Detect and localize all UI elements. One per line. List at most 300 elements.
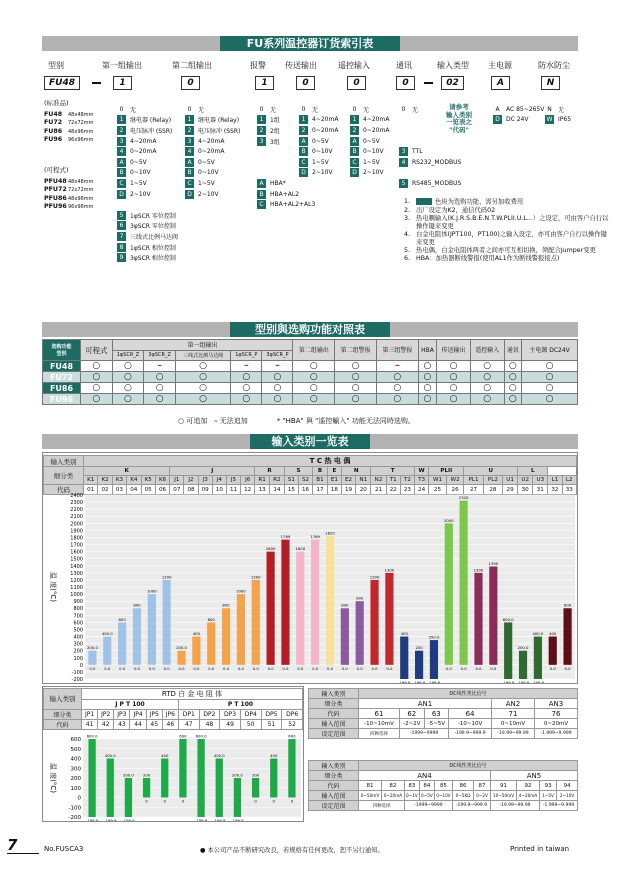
model-size: 48x96mm bbox=[68, 195, 94, 202]
bar-high-label: 200.0 bbox=[176, 645, 187, 651]
note-item bbox=[404, 231, 609, 247]
bar-high-label: 600.0 bbox=[86, 735, 98, 739]
model-entry bbox=[44, 203, 93, 212]
h-remote: 遥控输入 bbox=[338, 61, 370, 70]
option-row bbox=[185, 168, 240, 179]
option-text: HBA+AL2 bbox=[270, 190, 300, 198]
bar-DP3 bbox=[234, 778, 241, 817]
sel-cell: ○ bbox=[231, 372, 262, 383]
sel-cell: ○ bbox=[144, 372, 176, 383]
tc-group: S bbox=[284, 467, 312, 476]
dc-range: 0~5V bbox=[419, 791, 434, 801]
sel-cell: ○ bbox=[376, 372, 418, 383]
dc-code: 91 bbox=[490, 781, 516, 791]
option-text: 4~20mA bbox=[312, 116, 339, 124]
bar-low-label: -199.9 bbox=[516, 679, 530, 683]
bar-high-label: 2320 bbox=[458, 495, 469, 501]
dc-code: 86 bbox=[453, 781, 474, 791]
dc-range: 10~50mV bbox=[490, 791, 516, 801]
tc-sub: K1 bbox=[84, 476, 98, 485]
swatch-icon bbox=[416, 198, 432, 205]
option-code: 2 bbox=[185, 126, 194, 135]
bar-high-label: 350.0 bbox=[428, 634, 440, 640]
h-comm: 通讯 bbox=[396, 61, 412, 70]
sel-corner bbox=[43, 340, 81, 361]
option-code: 2 bbox=[350, 126, 359, 135]
sel-sub: 1φSCR_P bbox=[231, 350, 262, 361]
note-number: 1. bbox=[404, 198, 411, 205]
bar-R2 bbox=[281, 540, 289, 665]
box-comm: 0 bbox=[396, 76, 415, 90]
bar-J3 bbox=[207, 622, 215, 664]
sel-cell: ○ bbox=[81, 361, 113, 372]
bar-JP3 bbox=[125, 778, 132, 817]
bar-high-label: 1769 bbox=[310, 534, 320, 540]
bar-high-label: 400 bbox=[270, 753, 278, 758]
sel-model: FU72 bbox=[43, 372, 81, 383]
y-tick-label: 1100 bbox=[70, 585, 83, 591]
dc-group: AN4 bbox=[359, 771, 491, 781]
y-tick-label: 1600 bbox=[70, 549, 83, 556]
dc-code: 85 bbox=[434, 781, 452, 791]
dc-lbl-range: 输入范围 bbox=[309, 719, 359, 729]
option-row bbox=[117, 231, 178, 242]
note-text bbox=[416, 255, 559, 263]
dc-lbl-code: 代码 bbox=[309, 781, 359, 791]
out1-options bbox=[117, 104, 178, 263]
sel-cell: ○ bbox=[470, 361, 504, 372]
dc-title-row bbox=[309, 689, 578, 699]
bar-low-label: 0.0 bbox=[282, 665, 289, 671]
sel-cell: ○ bbox=[231, 394, 262, 405]
tc-code: 16 bbox=[298, 485, 312, 495]
sel-cell: ○ bbox=[112, 394, 144, 405]
bar-low-label: 0.0 bbox=[148, 665, 155, 671]
sel-cell: ○ bbox=[81, 394, 113, 405]
selection-banner bbox=[42, 322, 578, 337]
model-size: 48x48mm bbox=[68, 178, 94, 185]
tc-sub: U1 bbox=[503, 476, 518, 485]
option-row bbox=[350, 146, 389, 157]
sel-cell: – bbox=[231, 361, 262, 372]
tc-code: 11 bbox=[226, 485, 240, 495]
model-name: PFU48 bbox=[44, 177, 67, 185]
dc-range: -2~2V bbox=[400, 719, 425, 729]
model-entry bbox=[44, 111, 93, 120]
sel-cell: ○ bbox=[522, 372, 578, 383]
dc-set: -199.9~999.9 bbox=[449, 729, 492, 739]
option-row bbox=[299, 115, 338, 126]
bar-high-label: 400 bbox=[400, 631, 408, 637]
y-tick-label: 600 bbox=[73, 620, 83, 627]
bar-high-label: 1200 bbox=[161, 574, 172, 580]
bar-low-label: 0 bbox=[181, 798, 185, 804]
model-size: 72x72mm bbox=[68, 120, 94, 127]
rtd-sub: JP5 bbox=[146, 709, 162, 719]
sel-sub: 三线式比例马达阀 bbox=[176, 350, 231, 361]
sel-h-out1: 第一组输出 bbox=[112, 340, 293, 351]
dc-code-row bbox=[309, 709, 578, 719]
tc-group: W bbox=[415, 467, 429, 476]
model-entry bbox=[44, 195, 93, 204]
input-note-4: "代码" bbox=[449, 125, 469, 134]
dc-code-row bbox=[309, 781, 578, 791]
tc-group: U bbox=[464, 467, 518, 476]
dc-code: 87 bbox=[474, 781, 491, 791]
option-code: B bbox=[185, 168, 194, 177]
option-text: 无 bbox=[558, 106, 565, 114]
bar-DP4 bbox=[252, 778, 259, 798]
y-tick-label: 1000 bbox=[70, 592, 83, 599]
sel-cell: ○ bbox=[437, 394, 471, 405]
tc-code: 10 bbox=[212, 485, 226, 495]
bar-low-label: 0.0 bbox=[208, 665, 215, 671]
tc-sub: W1 bbox=[429, 476, 447, 485]
input-banner bbox=[42, 434, 578, 449]
sel-row bbox=[43, 394, 578, 405]
dc-set: -1999~9999 bbox=[404, 801, 452, 811]
tc-code: 27 bbox=[464, 485, 483, 495]
option-text: 0~20mA bbox=[312, 126, 339, 134]
option-row bbox=[299, 146, 338, 157]
input-note-2: 输入类别 bbox=[446, 110, 472, 119]
page-number: 7 bbox=[7, 836, 39, 854]
bar-high-label: 800 bbox=[341, 602, 349, 608]
sel-cell: – bbox=[376, 361, 418, 372]
sel-cell: ○ bbox=[418, 394, 436, 405]
tc-code: 22 bbox=[386, 485, 400, 495]
note-item bbox=[404, 215, 609, 231]
option-code: C bbox=[299, 158, 308, 167]
h-out2: 第二组输出 bbox=[172, 61, 212, 70]
note-body: 热电偶，白金电阻体两者之间亦可互相切换，须配合Jumper变更 bbox=[416, 246, 596, 254]
y-tick-label: 500 bbox=[73, 627, 83, 634]
box-out1: 1 bbox=[113, 76, 132, 90]
sel-h-prog: 可程式 bbox=[81, 340, 113, 361]
bar-high-label: 1600 bbox=[265, 546, 276, 552]
option-code: 4 bbox=[399, 158, 408, 167]
note-body: 白金电阻体(JPT100，PT100)之输入设定，亦可由客户自行以操作键来变更 bbox=[416, 230, 607, 246]
tc-code: 01 bbox=[84, 485, 98, 495]
bar-low-label: 0.0 bbox=[119, 665, 126, 671]
option-text: 0~20mA bbox=[363, 126, 390, 134]
option-code: C bbox=[350, 158, 359, 167]
y-tick-label: -100 bbox=[71, 669, 83, 676]
option-row bbox=[117, 178, 178, 189]
dc-range: 0~50mV bbox=[359, 791, 382, 801]
order-banner bbox=[42, 36, 578, 51]
option-code: 1 bbox=[185, 115, 194, 124]
tc-sub: R1 bbox=[255, 476, 270, 485]
tc-sub: L1 bbox=[548, 476, 562, 485]
option-code: 4 bbox=[185, 147, 194, 156]
option-text: 1~5V bbox=[312, 158, 329, 166]
bar-low-label: -199.9 bbox=[231, 817, 244, 821]
note-item bbox=[404, 207, 609, 215]
rtd-sub: DP3 bbox=[220, 709, 241, 719]
sel-cell: ○ bbox=[522, 394, 578, 405]
note-body: 色块为选购功能，需另加收费用 bbox=[435, 198, 524, 206]
tc-sub: T2 bbox=[400, 476, 414, 485]
option-row bbox=[117, 242, 178, 253]
sel-model: FU96 bbox=[43, 394, 81, 405]
model-size: 96x96mm bbox=[68, 204, 94, 211]
tc-code: 28 bbox=[483, 485, 502, 495]
bar-JP6 bbox=[179, 739, 186, 798]
bar-U1 bbox=[504, 622, 512, 679]
bar-T3 bbox=[430, 640, 438, 679]
rtd-g2: P T 100 bbox=[178, 700, 302, 710]
rtd-lbl-code: 代码 bbox=[44, 719, 82, 729]
rtd-code: 48 bbox=[199, 719, 220, 729]
tc-sub: K3 bbox=[112, 476, 126, 485]
option-code: A bbox=[185, 158, 194, 167]
option-row bbox=[257, 178, 315, 189]
bar-high-label: 1000 bbox=[236, 588, 246, 594]
option-row bbox=[545, 115, 571, 126]
dc-group: AN3 bbox=[535, 699, 578, 709]
tc-group: PLII bbox=[429, 467, 464, 476]
sel-h-h5: HBA bbox=[418, 340, 436, 361]
rtd-code: 46 bbox=[162, 719, 178, 729]
dash bbox=[424, 82, 433, 84]
tc-code: 14 bbox=[270, 485, 285, 495]
sel-h-h8: 通讯 bbox=[504, 340, 522, 361]
dc-lbl-range: 输入范围 bbox=[309, 791, 359, 801]
y-tick-label: 2000 bbox=[70, 521, 83, 528]
box-remote: 0 bbox=[347, 76, 366, 90]
bar-DP6 bbox=[288, 739, 295, 798]
bar-J1 bbox=[177, 651, 185, 665]
dc-range: 0~10mV bbox=[492, 719, 535, 729]
box-out2: 0 bbox=[181, 76, 200, 90]
bar-JP1 bbox=[88, 739, 95, 817]
note-body: 热电耦输入(K.J.R.S.B.E.N.T.W.PLII.U.L...）之设定，可由客户自行以操作键来变更 bbox=[416, 214, 609, 230]
note-text bbox=[416, 231, 609, 247]
bar-DP5 bbox=[270, 759, 277, 798]
option-row bbox=[185, 178, 240, 189]
option-code: 0 bbox=[185, 105, 194, 114]
dc-code: 93 bbox=[540, 781, 557, 791]
y-tick-label: 800 bbox=[73, 606, 83, 613]
option-text: 无 bbox=[363, 106, 370, 114]
tc-group: N bbox=[341, 467, 370, 476]
model-entry bbox=[44, 186, 93, 195]
sel-cell: ○ bbox=[437, 383, 471, 394]
option-code: 3 bbox=[117, 137, 126, 146]
model-box: FU48 bbox=[44, 76, 80, 90]
option-code: 1 bbox=[299, 115, 308, 124]
dc1-table bbox=[308, 688, 578, 739]
bar-high-label: 400.0 bbox=[104, 753, 116, 758]
tc-sub: J2 bbox=[184, 476, 198, 485]
option-text: 1~5V bbox=[363, 158, 380, 166]
model-size: 48x96mm bbox=[68, 128, 94, 135]
rtd-lbl-sub: 细分类 bbox=[44, 709, 82, 719]
sel-cell: ○ bbox=[176, 361, 231, 372]
dc-range: 0~20mA bbox=[381, 791, 404, 801]
rtd-sub: DP5 bbox=[261, 709, 282, 719]
tc-cat-row bbox=[44, 456, 577, 467]
rtd-g1: J P T 100 bbox=[82, 700, 179, 710]
rtd-code: 44 bbox=[130, 719, 146, 729]
bar-low-label: 0.0 bbox=[312, 665, 319, 671]
option-text: IP65 bbox=[558, 116, 572, 124]
tc-code: 24 bbox=[415, 485, 429, 495]
bar-high-label: 2000 bbox=[443, 517, 454, 523]
std-models bbox=[44, 100, 93, 212]
option-code: A bbox=[350, 137, 359, 146]
dc-code: 82 bbox=[381, 781, 404, 791]
bar-high-label: 600 bbox=[288, 735, 296, 739]
option-row bbox=[117, 189, 178, 200]
bar-high-label: 600 bbox=[179, 735, 187, 739]
tc-code: 17 bbox=[313, 485, 328, 495]
dc2-table bbox=[308, 760, 578, 811]
bar-JP4 bbox=[143, 778, 150, 798]
bar-low-label: -199.9 bbox=[194, 817, 208, 821]
sel-cell: ○ bbox=[144, 383, 176, 394]
power-options bbox=[493, 104, 544, 125]
option-text: 无 bbox=[412, 106, 419, 114]
option-code: 5 bbox=[117, 211, 126, 220]
option-row bbox=[350, 157, 389, 168]
option-code: A bbox=[299, 137, 308, 146]
option-text: 3φSCR 相位控制 bbox=[130, 255, 176, 263]
bar-U3 bbox=[534, 637, 542, 679]
option-row bbox=[545, 104, 571, 115]
bar-low-label: -199.9 bbox=[122, 817, 135, 821]
box-power: A bbox=[491, 76, 510, 90]
rtd-code: 42 bbox=[98, 719, 114, 729]
tc-code: 09 bbox=[198, 485, 212, 495]
sel-header-row bbox=[43, 340, 578, 351]
bar-low-label: 0 bbox=[272, 798, 275, 804]
bar-low-label: -199.9 bbox=[104, 817, 117, 821]
bar-low-label: 0.0 bbox=[445, 665, 452, 671]
y-tick-label: 500 bbox=[70, 746, 81, 753]
bar-low-label: 0.0 bbox=[356, 665, 363, 671]
y-tick-label: -100 bbox=[68, 805, 81, 812]
bar-high-label: 1000 bbox=[146, 588, 157, 594]
option-text: 2~10V bbox=[130, 190, 151, 198]
tc-sub: K5 bbox=[141, 476, 155, 485]
rtd-lbl-cat: 输入类别 bbox=[44, 689, 82, 710]
option-row bbox=[399, 146, 461, 157]
tc-lbl-code: 代码 bbox=[44, 485, 84, 495]
tc-group: T bbox=[371, 467, 415, 476]
bar-L1 bbox=[549, 637, 557, 665]
sel-cell: ○ bbox=[293, 394, 335, 405]
tc-code: 05 bbox=[141, 485, 155, 495]
sel-cell: ○ bbox=[522, 383, 578, 394]
note-item bbox=[404, 255, 609, 263]
option-code: 2 bbox=[257, 126, 266, 135]
bar-high-label: 200.0 bbox=[517, 645, 529, 651]
tc-group: R bbox=[255, 467, 285, 476]
bar-low-label: 0.0 bbox=[163, 665, 170, 671]
sel-cell: ○ bbox=[176, 383, 231, 394]
y-tick-label: 300 bbox=[70, 766, 81, 773]
tc-group-row bbox=[44, 467, 577, 476]
option-text: 0~5V bbox=[363, 137, 380, 145]
input-note-1: 请参考 bbox=[449, 103, 469, 111]
option-row bbox=[117, 136, 178, 147]
option-row bbox=[299, 157, 338, 168]
dc-range: -10~10mV bbox=[359, 719, 400, 729]
dc-code: 76 bbox=[535, 709, 578, 719]
corner-top: 选购功能 bbox=[51, 344, 72, 350]
bar-high-label: 1300 bbox=[473, 567, 484, 573]
tc-sub: J1 bbox=[170, 476, 184, 485]
tc-code: 21 bbox=[371, 485, 386, 495]
bar-J5 bbox=[237, 594, 245, 665]
option-code: D bbox=[350, 168, 359, 177]
option-row bbox=[117, 115, 178, 126]
tc-code: 13 bbox=[255, 485, 270, 495]
dc-code: 81 bbox=[359, 781, 382, 791]
tc-code: 02 bbox=[98, 485, 112, 495]
bar-high-label: 400 bbox=[192, 631, 200, 637]
sel-row bbox=[43, 361, 578, 372]
note-body: 出厂设定为K2，通信代码02 bbox=[416, 206, 496, 214]
model-size: 48x48mm bbox=[68, 111, 94, 118]
option-code: B bbox=[117, 168, 126, 177]
sel-cell: ○ bbox=[376, 394, 418, 405]
sel-legend bbox=[178, 416, 415, 426]
option-text: 继电器 (Relay) bbox=[130, 117, 172, 125]
dc-set: 四种选择 bbox=[359, 801, 405, 811]
rtd-sub: JP1 bbox=[82, 709, 98, 719]
bar-low-label: 0.0 bbox=[104, 665, 111, 671]
model-name: PFU86 bbox=[44, 194, 67, 202]
tc-group: B bbox=[313, 467, 328, 476]
dc-code: 83 bbox=[404, 781, 419, 791]
note-text bbox=[416, 215, 609, 231]
option-code: 0 bbox=[117, 105, 126, 114]
dc-range: 0~20mV bbox=[535, 719, 578, 729]
sel-cell: ○ bbox=[504, 372, 522, 383]
rtd-sub: DP4 bbox=[240, 709, 261, 719]
y-tick-label: 0 bbox=[79, 662, 83, 669]
option-row bbox=[117, 125, 178, 136]
dc-range: 0~2V bbox=[474, 791, 491, 801]
option-text: 1~5V bbox=[130, 179, 147, 187]
sel-cell: ○ bbox=[335, 394, 377, 405]
tc-sub: L2 bbox=[562, 476, 576, 485]
bar-JP2 bbox=[107, 759, 114, 817]
h-water: 防水防尘 bbox=[538, 61, 570, 70]
option-text: 继电器 (Relay) bbox=[198, 117, 240, 125]
bar-low-label: 0.0 bbox=[460, 665, 467, 671]
tc-sub: PL2 bbox=[483, 476, 502, 485]
bar-high-label: 600.0 bbox=[502, 616, 514, 622]
option-row bbox=[299, 125, 338, 136]
bar-N1 bbox=[370, 580, 378, 665]
sel-cell: ○ bbox=[112, 383, 144, 394]
dc-group: AN5 bbox=[490, 771, 577, 781]
tc-group: E bbox=[327, 467, 341, 476]
tc-code: 07 bbox=[170, 485, 184, 495]
model-entry bbox=[44, 178, 93, 187]
sel-cell: ○ bbox=[293, 361, 335, 372]
tc-sub: S1 bbox=[284, 476, 298, 485]
bar-high-label: 600.0 bbox=[195, 735, 207, 739]
rtd-sub: JP3 bbox=[114, 709, 130, 719]
y-tick-label: 200 bbox=[73, 648, 83, 655]
tc-sub: T1 bbox=[386, 476, 400, 485]
option-text: 0~10V bbox=[198, 169, 219, 177]
